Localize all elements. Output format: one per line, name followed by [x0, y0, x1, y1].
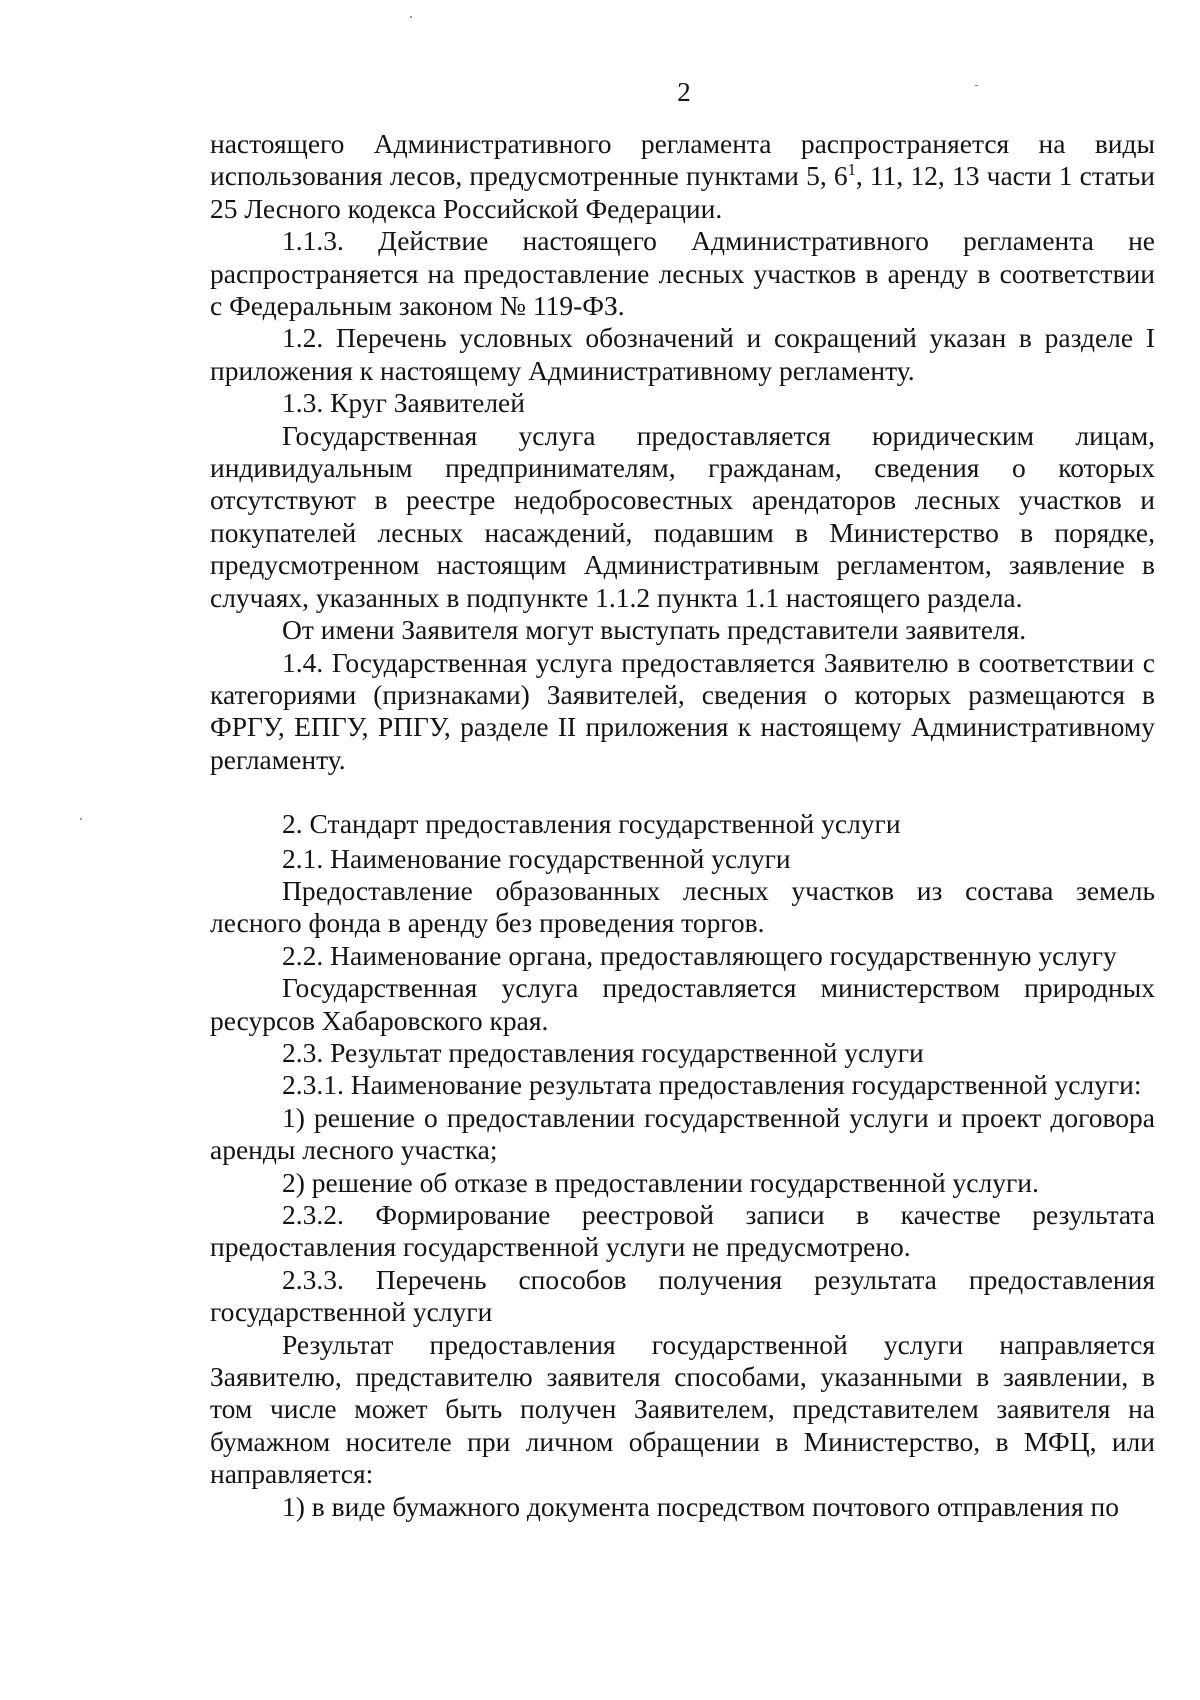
section-heading: 2.1. Наименование государственной услуги — [282, 842, 791, 874]
scan-speck — [80, 818, 82, 820]
paragraph: Государственная услуга предоставляется юридическим лицам, индивидуальным предпринимателям, гражданам, сведения о которых отсутствуют в реестре недобросовестных арендаторов лесных участков и покупателей лесных насаждений, подавшим в Министерство в порядке, предусмотренном настоящим Административным регламентом, заявление в случаях, указанных в подпункте 1.1.2 пункта 1.1 настоящего раздела. — [210, 419, 1155, 613]
paragraph: От имени Заявителя могут выступать представители заявителя. — [282, 614, 1027, 646]
section-heading: 2.2. Наименование органа, предоставляющего государственную услугу — [282, 939, 1117, 971]
paragraph: 1) в виде бумажного документа посредством почтового отправления по — [282, 1490, 1119, 1522]
paragraph: 1.1.3. Действие настоящего Административного регламента не распространяется на предоставление лесных участков в аренду в соответствии с Федеральным законом № 119-ФЗ. — [210, 225, 1155, 322]
spacer — [210, 776, 1155, 808]
paragraph: 1.2. Перечень условных обозначений и сокращений указан в разделе I приложения к настоящему Административному регламенту. — [210, 322, 1155, 386]
superscript: 1 — [847, 160, 856, 180]
section-heading: 1.3. Круг Заявителей — [282, 387, 525, 419]
paragraph: 1.4. Государственная услуга предоставляется Заявителю в соответствии с категориями (признаками) Заявителей, сведения о которых размещаются в ФРГУ, ЕПГУ, РПГУ, разделе II приложения к настоящему Административному регламенту. — [210, 646, 1155, 775]
paragraph: 2.3.3. Перечень способов получения результата предоставления государственной услуги — [210, 1263, 1155, 1328]
paragraph: 2) решение об отказе в предоставлении государственной услуги. — [282, 1166, 1039, 1198]
page-number: 2 — [677, 77, 691, 107]
document-body — [210, 128, 1155, 1523]
paragraph: Государственная услуга предоставляется министерством природных ресурсов Хабаровского края. — [210, 972, 1155, 1036]
paragraph: Результат предоставления государственной услуги направляется Заявителю, представителю заявителя способами, указанными в заявлении, в том числе может быть получен Заявителем, представителем заявителя на бумажном носителе при личном обращении в Министерство, в МФЦ, или направляется: — [210, 1328, 1155, 1490]
paragraph-text: , 11, 12, 13 части 1 статьи 25 Лесного кодекса Российской Федерации. — [210, 160, 1155, 224]
paragraph-text: настоящего Административного регламента распространяется на виды использования лесов, предусмотренные пунктами 5, 6 — [210, 128, 1155, 192]
section-heading: 2.3. Результат предоставления государственной услуги — [282, 1036, 924, 1068]
paragraph: 2.3.2. Формирование реестровой записи в качестве результата предоставления государственной услуги не предусмотрено. — [210, 1199, 1155, 1263]
paragraph: 2.3.1. Наименование результата предоставления государственной услуги: — [282, 1069, 1142, 1101]
paragraph — [210, 128, 1155, 225]
section-heading: 2. Стандарт предоставления государственной услуги — [282, 808, 901, 840]
paragraph: 1) решение о предоставлении государственной услуги и проект договора аренды лесного участка; — [210, 1101, 1155, 1166]
scan-speck — [410, 16, 412, 18]
paragraph: Предоставление образованных лесных участков из состава земель лесного фонда в аренду без проведения торгов. — [210, 874, 1155, 939]
